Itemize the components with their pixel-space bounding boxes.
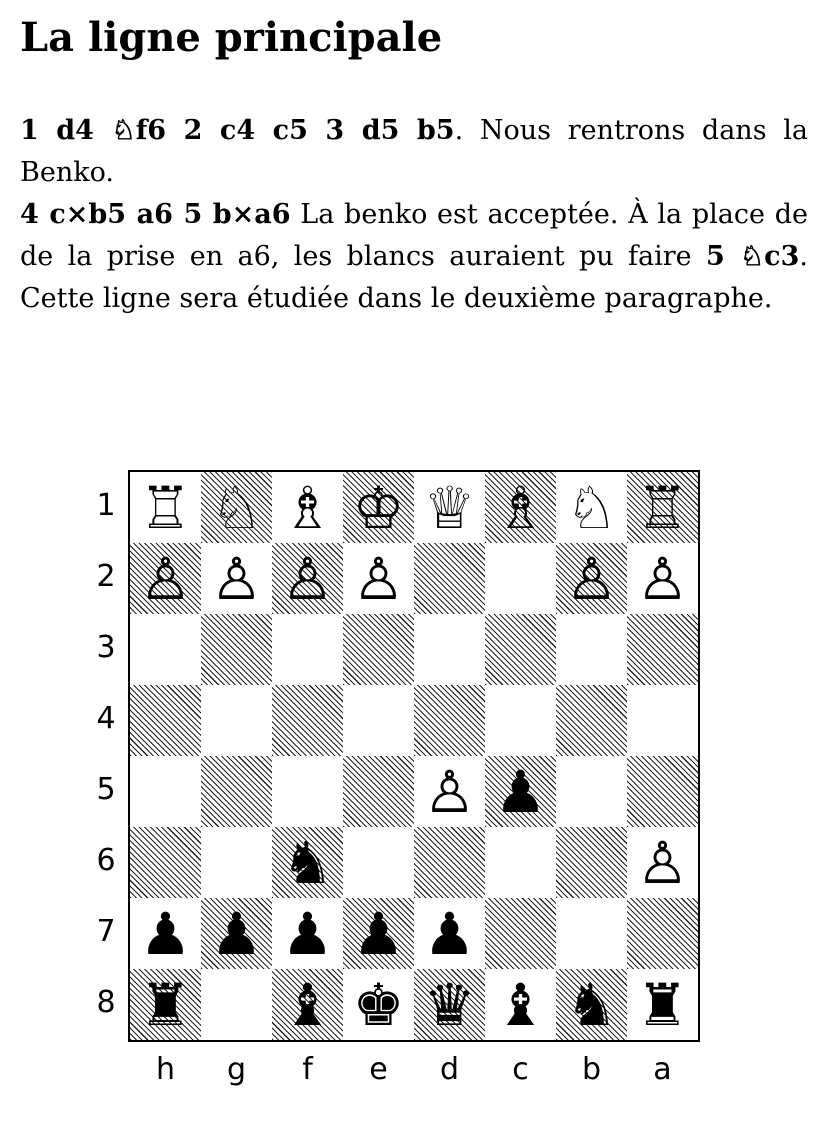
square-c6 xyxy=(485,827,556,898)
square-e4 xyxy=(343,685,414,756)
square-f8 xyxy=(272,969,343,1040)
black-bishop-icon: ♝ xyxy=(281,970,334,1039)
square-g5 xyxy=(201,756,272,827)
square-c3 xyxy=(485,614,556,685)
square-b3 xyxy=(556,614,627,685)
black-king-icon: ♚ xyxy=(352,970,405,1039)
black-pawn-icon: ♟ xyxy=(423,899,476,968)
square-a8 xyxy=(627,969,698,1040)
square-c5 xyxy=(485,756,556,827)
square-a7 xyxy=(627,898,698,969)
square-h5 xyxy=(130,756,201,827)
square-a5 xyxy=(627,756,698,827)
white-pawn-icon: ♙ xyxy=(636,828,689,897)
square-f1 xyxy=(272,472,343,543)
square-b6 xyxy=(556,827,627,898)
square-g4 xyxy=(201,685,272,756)
square-d1 xyxy=(414,472,485,543)
square-h2 xyxy=(130,543,201,614)
paragraph-2-text-1: La benko est acceptée. À la place de de la prise en a6, les blancs auraient pu faire xyxy=(20,199,808,272)
rank-label-4: 4 xyxy=(96,701,116,736)
square-c7 xyxy=(485,898,556,969)
file-label-a: a xyxy=(653,1052,672,1087)
white-bishop-icon: ♗ xyxy=(494,473,547,542)
black-knight-icon: ♞ xyxy=(565,970,618,1039)
paragraph-1 xyxy=(20,110,808,194)
white-knight-icon: ♘ xyxy=(210,473,263,542)
square-h1 xyxy=(130,472,201,543)
rank-label-1: 1 xyxy=(96,488,116,523)
square-h7 xyxy=(130,898,201,969)
square-d5 xyxy=(414,756,485,827)
square-g6 xyxy=(201,827,272,898)
white-rook-icon: ♖ xyxy=(139,473,192,542)
black-rook-icon: ♜ xyxy=(139,970,192,1039)
square-e3 xyxy=(343,614,414,685)
square-d7 xyxy=(414,898,485,969)
white-knight-icon: ♘ xyxy=(565,473,618,542)
square-d4 xyxy=(414,685,485,756)
square-f5 xyxy=(272,756,343,827)
square-a4 xyxy=(627,685,698,756)
black-pawn-icon: ♟ xyxy=(352,899,405,968)
square-a6 xyxy=(627,827,698,898)
square-b4 xyxy=(556,685,627,756)
square-b7 xyxy=(556,898,627,969)
square-d6 xyxy=(414,827,485,898)
section-title: La ligne principale xyxy=(20,14,443,61)
square-c4 xyxy=(485,685,556,756)
rank-label-8: 8 xyxy=(96,985,116,1020)
file-label-h: h xyxy=(155,1052,175,1087)
white-rook-icon: ♖ xyxy=(636,473,689,542)
file-label-d: d xyxy=(439,1052,460,1087)
square-e2 xyxy=(343,543,414,614)
square-a3 xyxy=(627,614,698,685)
square-d3 xyxy=(414,614,485,685)
chessboard xyxy=(128,470,700,1042)
square-g2 xyxy=(201,543,272,614)
square-f7 xyxy=(272,898,343,969)
rank-label-7: 7 xyxy=(96,914,116,949)
square-e8 xyxy=(343,969,414,1040)
square-g3 xyxy=(201,614,272,685)
file-label-g: g xyxy=(226,1052,247,1087)
square-e6 xyxy=(343,827,414,898)
black-bishop-icon: ♝ xyxy=(494,970,547,1039)
square-b1 xyxy=(556,472,627,543)
square-c8 xyxy=(485,969,556,1040)
square-e1 xyxy=(343,472,414,543)
square-f3 xyxy=(272,614,343,685)
black-queen-icon: ♛ xyxy=(423,970,476,1039)
square-g1 xyxy=(201,472,272,543)
rank-label-6: 6 xyxy=(96,843,116,878)
white-bishop-icon: ♗ xyxy=(281,473,334,542)
file-label-e: e xyxy=(369,1052,388,1087)
move-sequence-1: 1 d4 ♘f6 2 c4 c5 3 d5 b5 xyxy=(20,115,455,146)
black-rook-icon: ♜ xyxy=(636,970,689,1039)
square-h6 xyxy=(130,827,201,898)
paragraph-1-text: . Nous rentrons dans la Benko. xyxy=(20,115,808,188)
square-d2 xyxy=(414,543,485,614)
square-b8 xyxy=(556,969,627,1040)
white-pawn-icon: ♙ xyxy=(423,757,476,826)
paragraph-2-text-2: . Cette ligne sera étudiée dans le deuxième paragraphe. xyxy=(20,241,808,314)
file-label-b: b xyxy=(581,1052,602,1087)
move-sequence-2: 4 c×b5 a6 5 b×a6 xyxy=(20,199,291,230)
white-pawn-icon: ♙ xyxy=(139,544,192,613)
chess-diagram xyxy=(128,470,700,1042)
black-pawn-icon: ♟ xyxy=(139,899,192,968)
white-pawn-icon: ♙ xyxy=(352,544,405,613)
square-d8 xyxy=(414,969,485,1040)
black-pawn-icon: ♟ xyxy=(281,899,334,968)
black-pawn-icon: ♟ xyxy=(494,757,547,826)
square-c2 xyxy=(485,543,556,614)
white-pawn-icon: ♙ xyxy=(565,544,618,613)
square-h3 xyxy=(130,614,201,685)
white-pawn-icon: ♙ xyxy=(281,544,334,613)
square-b5 xyxy=(556,756,627,827)
square-a2 xyxy=(627,543,698,614)
square-h8 xyxy=(130,969,201,1040)
black-pawn-icon: ♟ xyxy=(210,899,263,968)
square-f2 xyxy=(272,543,343,614)
rank-label-2: 2 xyxy=(96,559,116,594)
square-e7 xyxy=(343,898,414,969)
square-f6 xyxy=(272,827,343,898)
file-label-f: f xyxy=(302,1052,313,1087)
rank-label-5: 5 xyxy=(96,772,116,807)
black-knight-icon: ♞ xyxy=(281,828,334,897)
square-g8 xyxy=(201,969,272,1040)
white-pawn-icon: ♙ xyxy=(636,544,689,613)
file-label-c: c xyxy=(512,1052,529,1087)
square-a1 xyxy=(627,472,698,543)
square-c1 xyxy=(485,472,556,543)
white-queen-icon: ♕ xyxy=(423,473,476,542)
alternative-move: 5 ♘c3 xyxy=(706,241,800,272)
square-e5 xyxy=(343,756,414,827)
paragraph-2 xyxy=(20,194,808,320)
white-pawn-icon: ♙ xyxy=(210,544,263,613)
square-g7 xyxy=(201,898,272,969)
square-b2 xyxy=(556,543,627,614)
square-h4 xyxy=(130,685,201,756)
white-king-icon: ♔ xyxy=(352,473,405,542)
rank-label-3: 3 xyxy=(96,630,116,665)
square-f4 xyxy=(272,685,343,756)
